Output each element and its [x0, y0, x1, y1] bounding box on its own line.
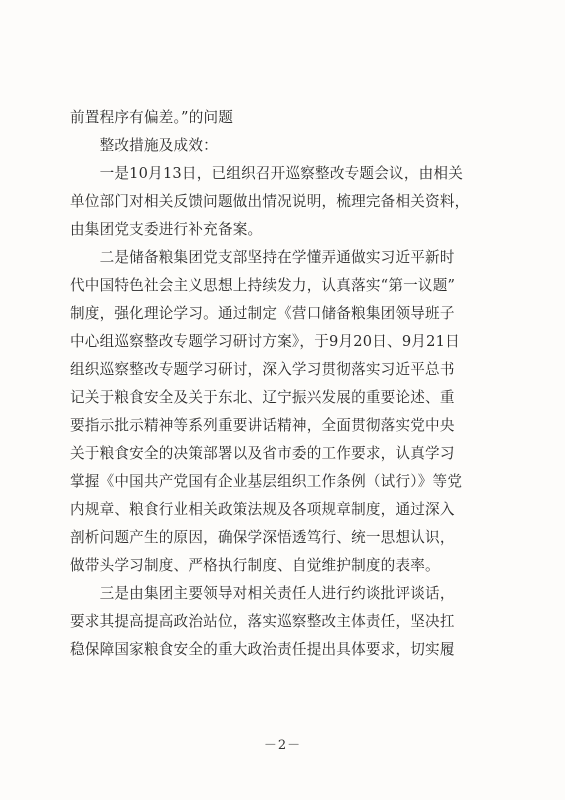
text-line: 要求其提高提高政治站位，落实巡察整改主体责任，坚决扛: [70, 613, 455, 630]
text-line: 掌握《中国共产党国有企业基层组织工作条例（试行）》等党: [70, 473, 463, 490]
text-line: 中心组巡察整改专题学习研讨方案》，于9月20日、9月21日: [70, 333, 460, 350]
text-line: 前置程序有偏差。”的问题: [70, 109, 234, 126]
text-line: 做带头学习制度、严格执行制度、自觉维护制度的表率。: [70, 557, 440, 574]
text-line: 由集团党支委进行补充备案。: [70, 221, 263, 238]
text-line: 要指示批示精神等系列重要讲话精神，全面贯彻落实党中央: [70, 417, 455, 434]
text-line: 关于粮食安全的决策部署以及省市委的工作要求，认真学习: [70, 445, 455, 462]
text-line: 二是储备粮集团党支部坚持在学懂弄通做实习近平新时: [70, 249, 455, 266]
body-text: [70, 104, 503, 664]
text-line: 内规章、粮食行业相关政策法规及各项规章制度，通过深入: [70, 501, 455, 518]
text-line: 整改措施及成效：: [70, 137, 218, 154]
text-line: 组织巡察整改专题学习研讨，深入学习贯彻落实习近平总书: [70, 361, 455, 378]
text-line: 三是由集团主要领导对相关责任人进行约谈批评谈话，: [70, 585, 455, 602]
text-line: 制度，强化理论学习。通过制定《营口储备粮集团领导班子: [70, 305, 455, 322]
text-line: 剖析问题产生的原因，确保学深悟透笃行、统一思想认识，: [70, 529, 455, 546]
text-line: 记关于粮食安全及关于东北、辽宁振兴发展的重要论述、重: [70, 389, 455, 406]
text-line: 代中国特色社会主义思想上持续发力，认真落实“第一议题”: [70, 277, 456, 294]
page-number: －2－: [263, 738, 302, 753]
text-line: 一是10月13日，已组织召开巡察整改专题会议，由相关: [70, 165, 463, 182]
text-line: 稳保障国家粮食安全的重大政治责任提出具体要求，切实履: [70, 641, 455, 658]
text-line: 单位部门对相关反馈问题做出情况说明，梳理完备相关资料，: [70, 193, 470, 210]
